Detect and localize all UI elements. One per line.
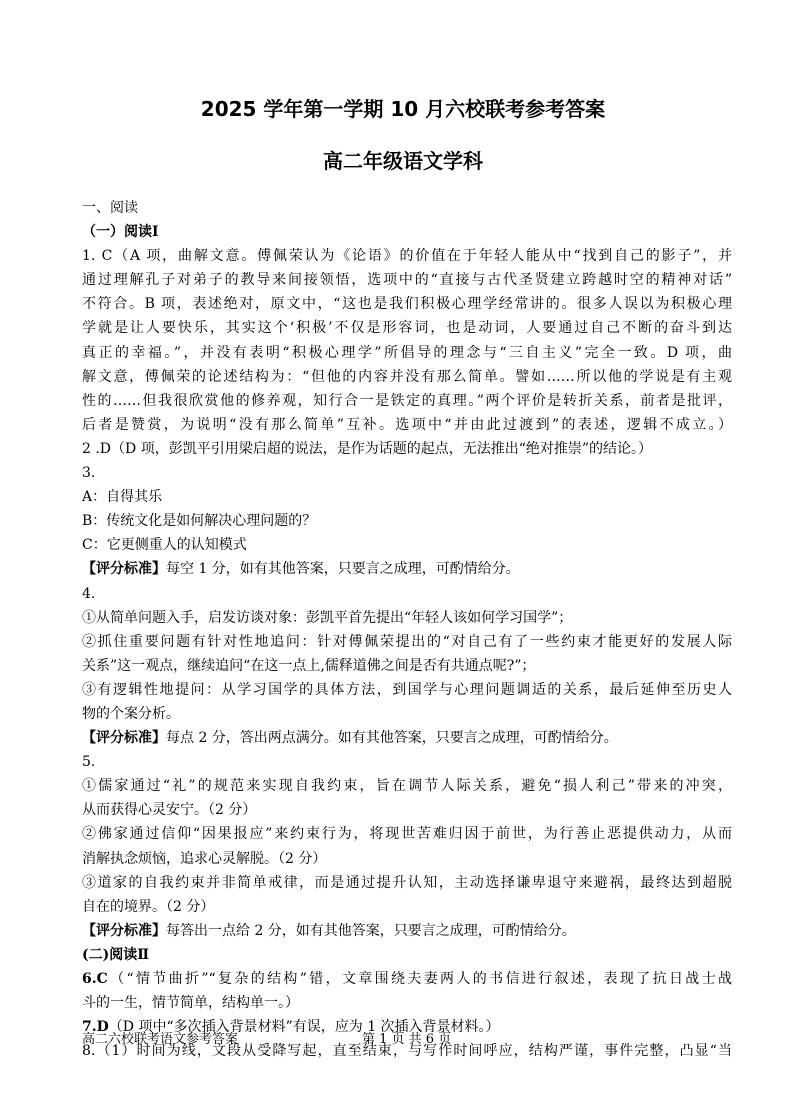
text-line: 3. (82, 465, 96, 482)
text-line: 解文意，傅佩荣的论述结构为：“但他的内容并没有那么简单。譬如……所以他的学说是有主观 (82, 368, 732, 385)
text-line: 关系”这一观点，继续追问“在这一点上,儒释道佛之间是否有共通点呢?”； (82, 657, 536, 674)
text-line: ①从简单问题入手，启发访谈对象：彭凯平首先提出“年轻人该如何学习国学”； (82, 609, 573, 626)
footer-doc-name: 高二六校联考语文参考答案 (82, 1032, 239, 1047)
text-line: 物的个案分析。 (82, 705, 180, 722)
text-line: ③有逻辑性地提问：从学习国学的具体方法，到国学与心理问题调适的关系，最后延伸至历史人 (82, 681, 732, 698)
text-line: 后者是赞赏，为说明“没有那么简单”互补。选项中“并由此过渡到”的表述，逻辑不成立。） (82, 416, 732, 433)
text-line: 真正的幸福。”，并没有表明“积极心理学”所倡导的理念与“三自主义”完全一致。D 项，曲 (82, 344, 732, 361)
text-line: 8.（1）时间为线，文段从受降写起，直至结束，与写作时间呼应，结构严谨，事件完整，凸显“当 (82, 1043, 732, 1060)
text-line: B：传统文化是如何解决心理问题的？ (82, 513, 317, 530)
text-line: 通过理解孔子对弟子的教导来间接领悟，选项中的“直接与古代圣贤建立跨越时空的精神对话” (82, 272, 732, 289)
answer-body (82, 196, 732, 1063)
line-text: 每点 2 分，答出两点满分。如有其他答案，只要言之成理，可酌情给分。 (166, 730, 618, 747)
bold-label: 【评分标准】 (82, 922, 166, 939)
text-line: ③道家的自我约束并非简单戒律，而是通过提升认知，主动选择谦卑退守来避祸，最终达到超脱 (82, 874, 732, 891)
text-line: 5. (82, 754, 96, 771)
bold-label: 7.D (82, 1019, 109, 1036)
bold-label: 【评分标准】 (82, 561, 166, 578)
text-line: 学就是让人要快乐，其实这个‘积极’不仅是形容词，也是动词，人要通过自己不断的奋斗到达 (82, 320, 732, 337)
text-line: 一、阅读 (82, 200, 138, 216)
text-line (82, 919, 732, 943)
text-line (82, 726, 732, 750)
line-text: （“情节曲折”“复杂的结构”错，文章围绕夫妻两人的书信进行叙述，表现了抗日战士战 (107, 971, 732, 987)
text-line: 从而获得心灵安宁。（2 分） (82, 802, 257, 819)
text-line: (二)阅读Ⅱ (82, 946, 150, 963)
text-line: A：自得其乐 (82, 489, 163, 506)
text-line: C：它更侧重人的认知模式 (82, 537, 247, 554)
document-title: 2025 学年第一学期 10 月六校联考参考答案 (200, 97, 606, 121)
line-text: （D 项中“多次插入背景材料”有误，应为 1 次插入背景材料。） (108, 1019, 500, 1036)
text-line: 性的……但我很欣赏他的修养观，知行合一是铁定的真理。”两个评价是转折关系，前者是批评， (82, 392, 732, 409)
text-line: 消解执念烦恼，追求心灵解脱。（2 分） (82, 850, 327, 867)
footer-page-number: 第 1 页 共 6 页 (362, 1032, 452, 1047)
document-subtitle: 高二年级语文学科 (323, 149, 483, 173)
bold-label: 6.C (82, 971, 108, 987)
text-line: 4. (82, 585, 96, 602)
text-line: 不符合。B 项，表述绝对，原文中，“这也是我们积极心理学经常讲的。很多人误以为积极心理 (82, 296, 732, 313)
text-line: 2 .D（D 项，彭凯平引用梁启超的说法，是作为话题的起点，无法推出“绝对推崇”的结论。） (82, 440, 653, 457)
line-text: 每答出一点给 2 分，如有其他答案，只要言之成理，可酌情给分。 (166, 922, 576, 939)
text-line (82, 967, 732, 991)
bold-label: 【评分标准】 (82, 730, 166, 747)
line-text: 每空 1 分，如有其他答案，只要言之成理，可酌情给分。 (166, 561, 520, 578)
text-line: 斗的一生，情节简单，结构单一。） (82, 995, 299, 1012)
text-line: （一）阅读Ⅰ (82, 224, 159, 241)
text-line: ②佛家通过信仰“因果报应”来约束行为，将现世苦难归因于前世，为行善止恶提供动力，从而 (82, 826, 732, 843)
text-line: ①儒家通过“礼”的规范来实现自我约束，旨在调节人际关系，避免“损人利己”带来的冲突， (82, 778, 732, 795)
text-line (82, 557, 732, 581)
text-line: ②抓住重要问题有针对性地追问：针对傅佩荣提出的“对自己有了一些约束才能更好的发展人际 (82, 633, 732, 650)
text-line: 1. C（A 项，曲解文意。傅佩荣认为《论语》的价值在于年轻人能从中“找到自己的影子”，并 (82, 248, 732, 265)
text-line: 自在的境界。（2 分） (82, 898, 215, 915)
